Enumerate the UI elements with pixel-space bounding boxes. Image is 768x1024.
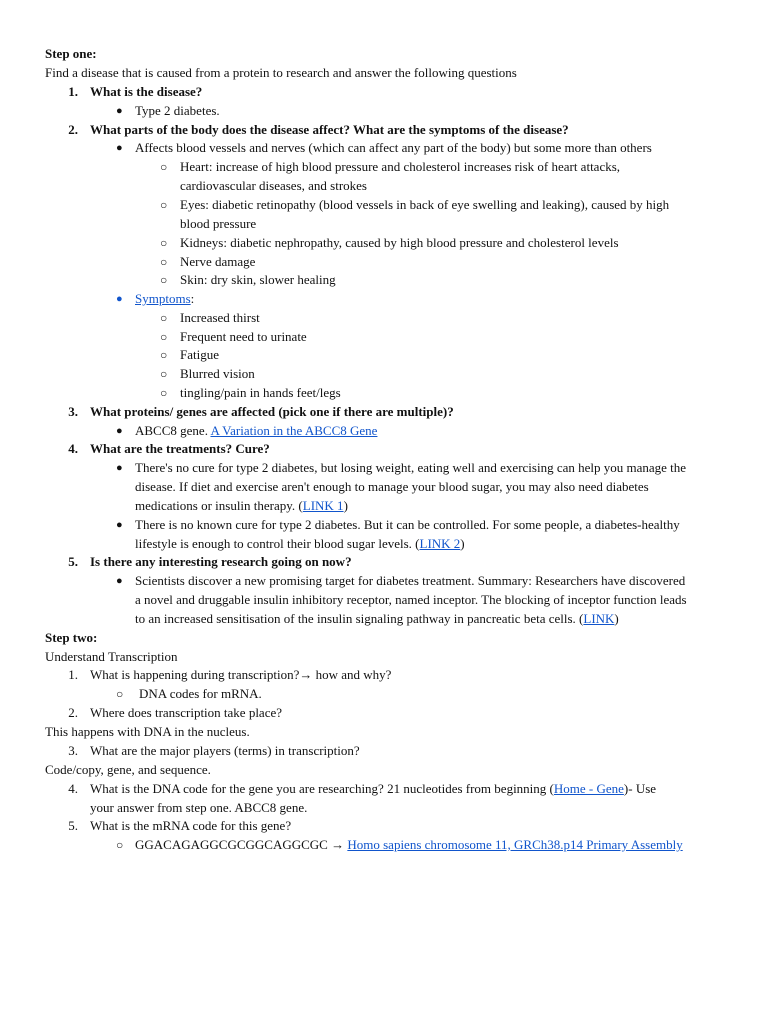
bullet-icon: ● — [116, 575, 123, 587]
s2-q2-number: 2. — [68, 705, 78, 720]
close-paren: ) — [343, 498, 348, 513]
q3-number: 3. — [68, 404, 78, 419]
circle-bullet-icon: ○ — [116, 687, 124, 701]
symptom-item: Fatigue — [180, 347, 219, 362]
q5-number: 5. — [68, 554, 78, 569]
q4-answer-2-line-1: There is no known cure for type 2 diabetes. But it can be controlled. For some people, a diabetes-healthy — [135, 517, 680, 532]
q1-text: What is the disease? — [90, 84, 203, 99]
circle-bullet-icon: ○ — [160, 386, 168, 400]
abcc8-variation-link[interactable]: A Variation in the ABCC8 Gene — [210, 423, 378, 438]
q2-affects: Affects blood vessels and nerves (which can affect any part of the body) but some more than others — [135, 140, 652, 155]
close-paren: ) — [460, 536, 465, 551]
s2-q1-text: What is happening during transcription?→ how and why? — [90, 667, 392, 682]
s2-q4-text — [90, 780, 656, 798]
close-paren: ) — [614, 611, 619, 626]
s2-q3-text: What are the major players (terms) in transcription? — [90, 743, 360, 758]
s2-q5-answer — [135, 836, 683, 854]
symptom-item: Blurred vision — [180, 366, 255, 381]
q4-answer-2-text: lifestyle is enough to control their blood sugar levels. ( — [135, 536, 420, 551]
bullet-icon: ● — [116, 425, 123, 437]
research-link[interactable]: LINK — [583, 611, 615, 626]
bullet-icon: ● — [116, 142, 123, 154]
q5-answer-line-2: a novel and druggable insulin inhibitory receptor, named inceptor. The blocking of inceptor function leads — [135, 592, 687, 607]
s2-q1-answer: DNA codes for mRNA. — [139, 686, 262, 701]
home-gene-link[interactable]: Home - Gene — [553, 781, 624, 796]
circle-bullet-icon: ○ — [160, 273, 168, 287]
q4-text: What are the treatments? Cure? — [90, 441, 270, 456]
q4-number: 4. — [68, 441, 78, 456]
circle-bullet-icon: ○ — [160, 160, 168, 174]
q2-part-kidneys: Kidneys: diabetic nephropathy, caused by high blood pressure and cholesterol levels — [180, 235, 619, 250]
circle-bullet-icon: ○ — [160, 330, 168, 344]
q2-part-heart: Heart: increase of high blood pressure and cholesterol increases risk of heart attacks, — [180, 159, 621, 174]
chromosome-11-link[interactable]: Homo sapiens chromosome 11, GRCh38.p14 Primary Assembly — [347, 837, 683, 852]
q2-part-heart-cont: cardiovascular diseases, and strokes — [180, 178, 367, 193]
circle-bullet-icon: ○ — [160, 348, 168, 362]
bullet-icon: ● — [116, 105, 123, 117]
s2-q3-number: 3. — [68, 743, 78, 758]
circle-bullet-icon: ○ — [160, 236, 168, 250]
step-one-heading: Step one: — [45, 46, 97, 61]
q1-answer: Type 2 diabetes. — [135, 103, 220, 118]
bullet-icon: ● — [116, 519, 123, 531]
symptoms-colon: : — [190, 291, 195, 306]
s2-q4-text-line-2: your answer from step one. ABCC8 gene. — [90, 800, 308, 815]
circle-bullet-icon: ○ — [116, 838, 124, 852]
circle-bullet-icon: ○ — [160, 367, 168, 381]
q4-answer-1-text: medications or insulin therapy. ( — [135, 498, 303, 513]
symptom-item: tingling/pain in hands feet/legs — [180, 385, 341, 400]
step-two-intro: Understand Transcription — [45, 649, 178, 664]
q3-answer-text: ABCC8 gene. — [135, 423, 211, 438]
circle-bullet-icon: ○ — [160, 198, 168, 212]
s2-q2-text: Where does transcription take place? — [90, 705, 283, 720]
s2-q4-number: 4. — [68, 781, 78, 796]
q5-answer-text: to an increased sensitisation of the insulin signaling pathway in pancreatic beta cells. ( — [135, 611, 584, 626]
s2-q4-text-end: )- Use — [623, 781, 657, 796]
symptom-item: Increased thirst — [180, 310, 260, 325]
s2-q5-text: What is the mRNA code for this gene? — [90, 818, 292, 833]
q2-part-nerve: Nerve damage — [180, 254, 256, 269]
circle-bullet-icon: ○ — [160, 311, 168, 325]
q4-answer-1-line-3 — [135, 497, 348, 515]
s2-q5-number: 5. — [68, 818, 78, 833]
s2-q4-text-start: What is the DNA code for the gene you are researching? 21 nucleotides from beginning ( — [90, 781, 554, 796]
s2-q3-answer: Code/copy, gene, and sequence. — [45, 762, 211, 777]
step-one-intro: Find a disease that is caused from a protein to research and answer the following questions — [45, 65, 517, 80]
q5-text: Is there any interesting research going on now? — [90, 554, 352, 569]
q2-part-eyes-cont: blood pressure — [180, 216, 257, 231]
symptoms-line — [135, 290, 194, 308]
symptoms-link[interactable]: Symptoms — [135, 291, 191, 306]
bullet-icon: ● — [116, 293, 123, 305]
link-1[interactable]: LINK 1 — [302, 498, 344, 513]
symptom-item: Frequent need to urinate — [180, 329, 307, 344]
link-2[interactable]: LINK 2 — [419, 536, 461, 551]
q2-text: What parts of the body does the disease affect? What are the symptoms of the disease? — [90, 122, 569, 137]
q1-number: 1. — [68, 84, 78, 99]
q2-number: 2. — [68, 122, 78, 137]
q2-part-eyes: Eyes: diabetic retinopathy (blood vessels in back of eye swelling and leaking), caused by high — [180, 197, 670, 212]
q5-answer-line-3 — [135, 610, 619, 628]
bullet-icon: ● — [116, 462, 123, 474]
q4-answer-2-line-2 — [135, 535, 465, 553]
q4-answer-1-line-2: disease. If diet and exercise aren't enough to manage your blood sugar, you may also need diabetes — [135, 479, 649, 494]
q4-answer-1-line-1: There's no cure for type 2 diabetes, but losing weight, eating well and exercising can help you manage the — [135, 460, 687, 475]
q3-text: What proteins/ genes are affected (pick one if there are multiple)? — [90, 404, 454, 419]
s2-q1-number: 1. — [68, 667, 78, 682]
q3-answer — [135, 422, 377, 440]
circle-bullet-icon: ○ — [160, 255, 168, 269]
step-two-heading: Step two: — [45, 630, 98, 645]
mrna-code: GGACAGAGGCGCGGCAGGCGC → — [135, 837, 348, 852]
q2-part-skin: Skin: dry skin, slower healing — [180, 272, 336, 287]
s2-q2-answer: This happens with DNA in the nucleus. — [45, 724, 250, 739]
q5-answer-line-1: Scientists discover a new promising target for diabetes treatment. Summary: Researchers have discovered — [135, 573, 686, 588]
